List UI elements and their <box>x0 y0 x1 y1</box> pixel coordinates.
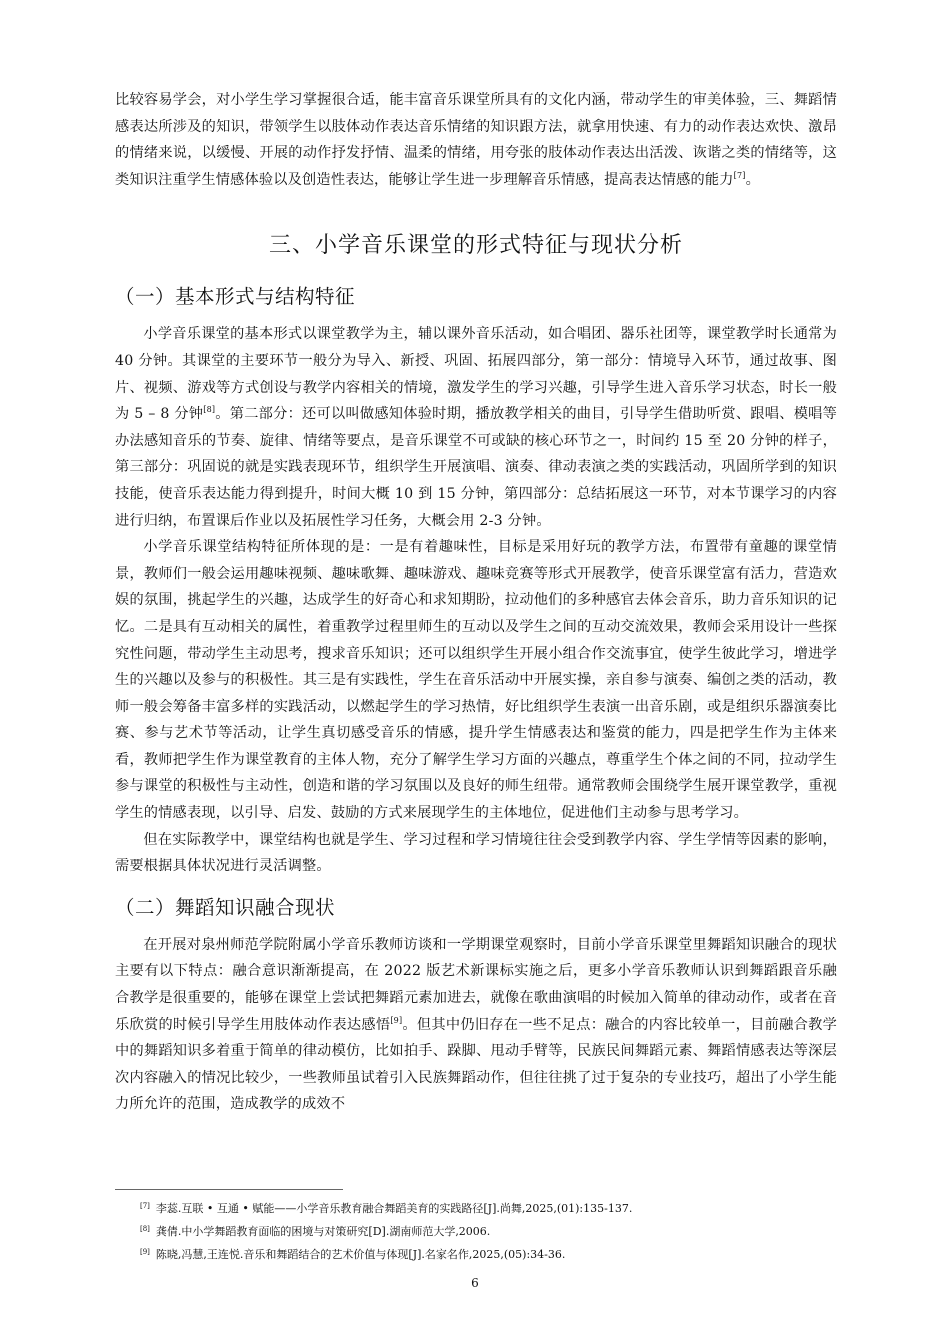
paragraph-text: 在开展对泉州师范学院附属小学音乐教师访谈和一学期课堂观察时，目前小学音乐课堂里舞蹈知识融合的现状主要有以下特点：融合意识渐渐提高，在 2022 版艺术新课标实施之后，更多小学音乐教师认识到舞蹈跟音乐融合教学是很重要的，能够在课堂上尝试把舞蹈元素加进去，就像在歌曲演唱的时候加入简单的律动动作，或者在音乐欣赏的时候引导学生用肢体动作表达感悟 <box>115 936 837 1033</box>
subsection-heading-1: （一）基本形式与结构特征 <box>115 285 356 309</box>
paragraph-text: 。但其中仍旧存在一些不足点：融合的内容比较单一，目前融合教学中的舞蹈知识多着重于简单的律动模仿，比如拍手、跺脚、甩动手臂等，民族民间舞蹈元素、舞蹈情感表达等深层次内容融入的情况比较少，一些教师虽试着引入民族舞蹈动作，但往往挑了过于复杂的专业技巧，超出了小学生能力所允许的范围，造成教学的成效不 <box>115 1016 837 1113</box>
paragraph-intro <box>115 87 837 193</box>
page-number: 6 <box>471 1276 479 1290</box>
footnote-mark: [8] <box>140 1225 150 1233</box>
citation-mark: [9] <box>390 1015 403 1025</box>
citation-mark: [8] <box>203 405 216 415</box>
footnote-mark: [9] <box>140 1248 150 1256</box>
footnote-divider <box>115 1189 343 1190</box>
paragraph-text: 比较容易学会，对小学生学习掌握很合适，能丰富音乐课堂所具有的文化内涵，带动学生的审美体验，三、舞蹈情感表达所涉及的知识，带领学生以肢体动作表达音乐情绪的知识跟方法，就拿用快速、有力的动作表达欢快、激昂的情绪来说，以缓慢、开展的动作抒发抒情、温柔的情绪，用夸张的肢体动作表达出活泼、诙谐之类的情绪等，这类知识注重学生情感体验以及创造性表达，能够让学生进一步理解音乐情感，提高表达情感的能力 <box>115 92 837 188</box>
paragraph-text: 。第二部分：还可以叫做感知体验时期，播放教学相关的曲目，引导学生借助听赏、跟唱、模唱等办法感知音乐的节奏、旋律、情绪等要点，是音乐课堂不可或缺的核心环节之一，时间约 15 至 20 分钟的样子，第三部分：巩固说的就是实践表现环节，组织学生开展演唱、演奏、律动表演之类的实践活动，巩固所学到的知识技能，使音乐表达能力得到提升，时间大概 10 到 15 分钟，第四部分：总结拓展这一环节，对本节课学习的内容进行归纳，布置课后作业以及拓展性学习任务，大概会用 2-3 分钟。 <box>115 406 837 529</box>
paragraph-2: 小学音乐课堂结构特征所体现的是：一是有着趣味性，目标是采用好玩的教学方法，布置带有童趣的课堂情景，教师们一般会运用趣味视频、趣味歌舞、趣味游戏、趣味竞赛等形式开展教学，使音乐课堂富有活力，营造欢娱的氛围，挑起学生的兴趣，达成学生的好奇心和求知期盼，拉动他们的多种感官去体会音乐，助力音乐知识的记忆。二是具有互动相关的属性，着重教学过程里师生的互动以及学生之间的互动交流效果，教师会采用设计一些探究性问题，带动学生主动思考，搜求音乐知识；还可以组织学生开展小组合作交流事宜，使学生彼此学习，增进学生的兴趣以及参与的积极性。其三是有实践性，学生在音乐活动中开展实操，亲自参与演奏、编创之类的活动，教师一般会筹备丰富多样的实践活动，以燃起学生的学习热情，好比组织学生表演一出音乐剧，或是组织乐器演奏比赛、参与艺术节等活动，让学生真切感受音乐的情感，提升学生情感表达和鉴赏的能力，四是把学生作为主体来看，教师把学生作为课堂教育的主体人物，充分了解学生学习方面的兴趣点，尊重学生个体之间的不同，拉动学生参与课堂的积极性与主动性，创造和谐的学习氛围以及良好的师生纽带。通常教师会围绕学生展开课堂教学，重视学生的情感表现，以引导、启发、鼓励的方式来展现学生的主体地位，促进他们主动参与思考学习。 <box>115 539 837 822</box>
footnote-item <box>140 1242 840 1265</box>
footnote-text: 龚倩.中小学舞蹈教育面临的困境与对策研究[D].湖南师范大学,2006. <box>155 1225 491 1238</box>
footnote-text: 陈晓,冯慧,王连悦.音乐和舞蹈结合的艺术价值与体现[J].名家名作,2025,(05):34-36. <box>155 1248 566 1261</box>
subsection-heading-2: （二）舞蹈知识融合现状 <box>115 895 336 919</box>
body-text <box>115 87 837 1118</box>
footnote-item <box>140 1219 840 1242</box>
paragraph-3: 但在实际教学中，课堂结构也就是学生、学习过程和学习情境往往会受到教学内容、学生学情等因素的影响，需要根据具体状况进行灵活调整。 <box>115 831 837 875</box>
footnotes <box>140 1196 840 1265</box>
paragraph-text: 小学音乐课堂的基本形式以课堂教学为主，辅以课外音乐活动，如合唱团、器乐社团等，课堂教学时长通常为 40 分钟。其课堂的主要环节一般分为导入、新授、巩固、拓展四部分，第一部分：情境导入环节，通过故事、图片、视频、游戏等方式创设与教学内容相关的情境，激发学生的学习兴趣，引导学生进入音乐学习状态，时长一般为 5 – 8 分钟 <box>115 326 837 423</box>
footnote-item <box>140 1196 840 1219</box>
paragraph-1 <box>115 321 837 534</box>
section-heading: 三、小学音乐课堂的形式特征与现状分析 <box>268 233 683 259</box>
paragraph-text: 。 <box>745 171 760 188</box>
footnote-mark: [7] <box>140 1202 150 1210</box>
citation-mark: [7] <box>733 170 746 180</box>
footnote-text: 李蕊.互联 • 互通 • 赋能——小学音乐教育融合舞蹈美育的实践路径[J].尚舞,2025,(01):135-137. <box>155 1202 633 1215</box>
paragraph-4 <box>115 932 837 1118</box>
